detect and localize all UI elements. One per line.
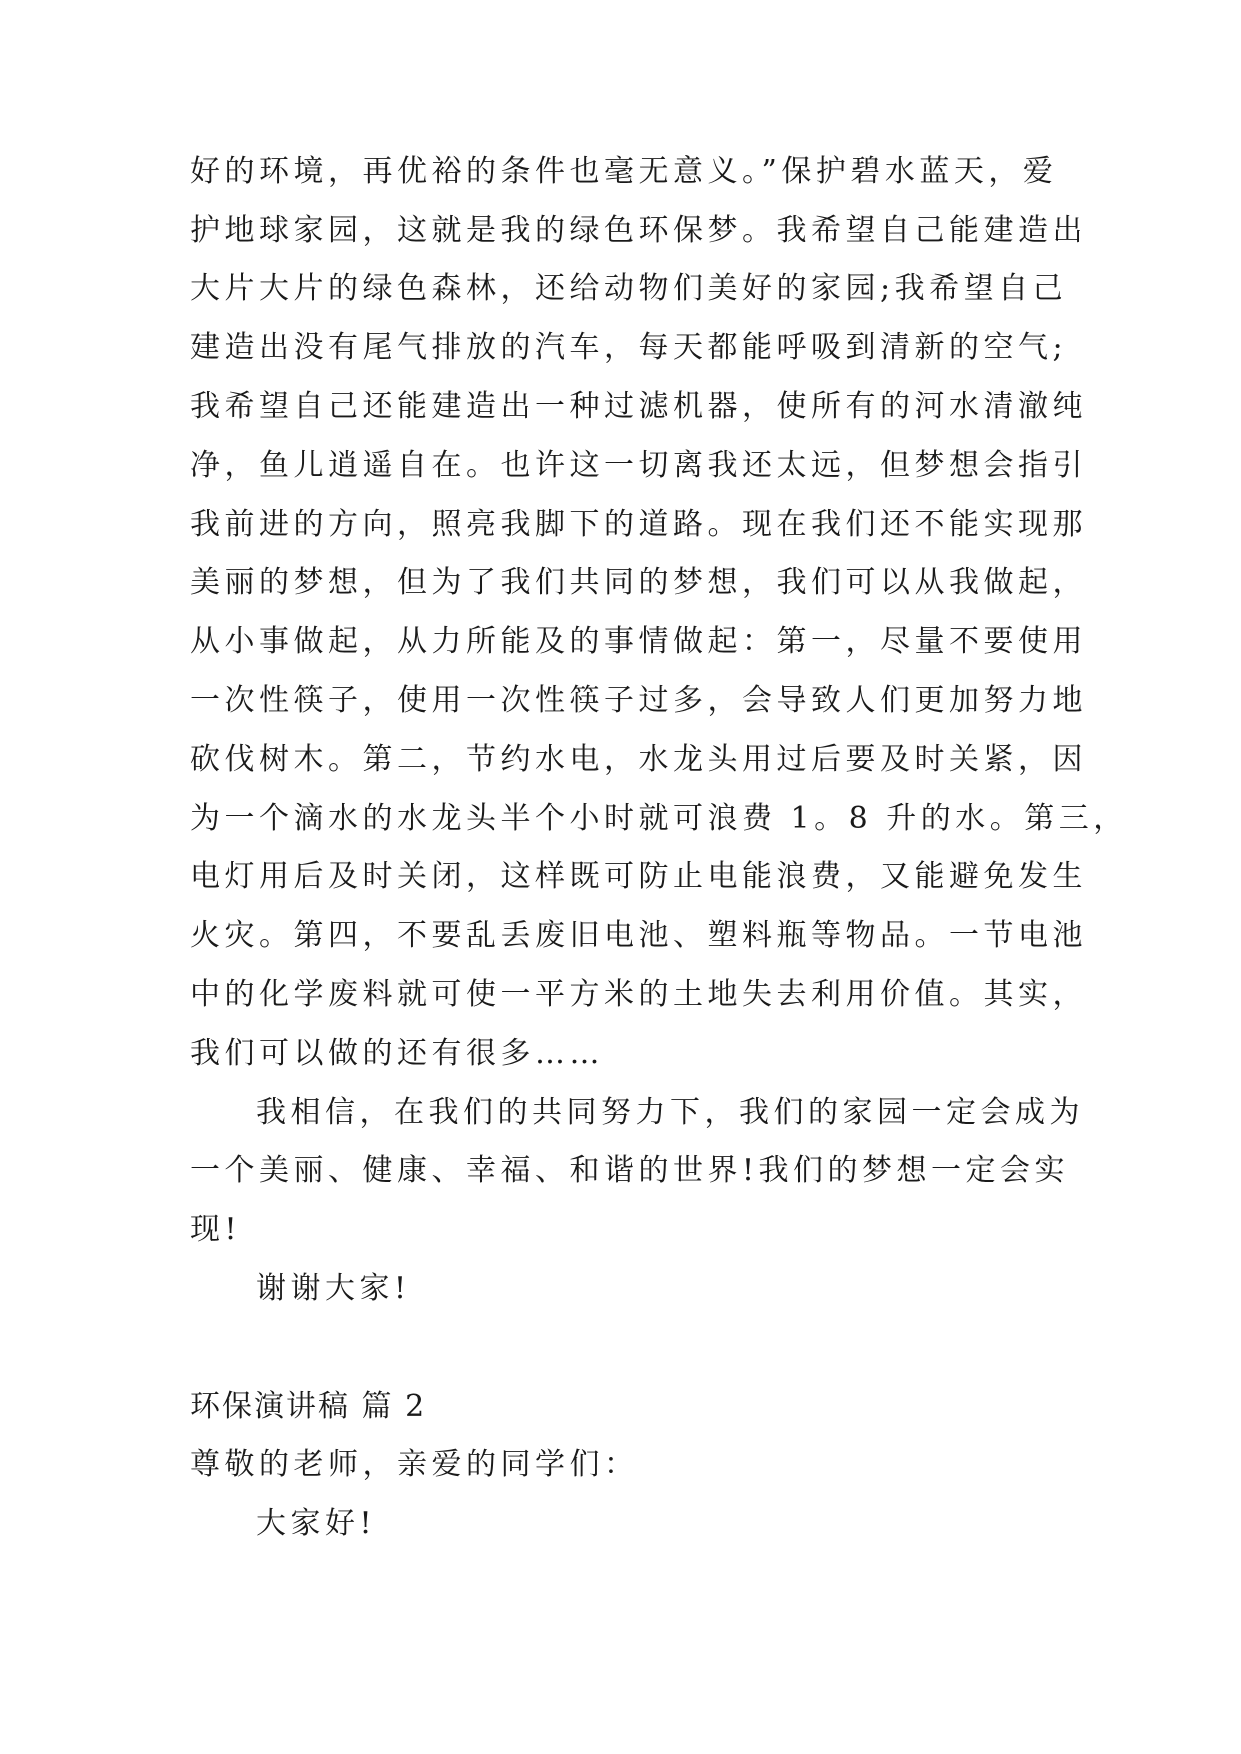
paragraph-line: 净，鱼儿逍遥自在。也许这一切离我还太远，但梦想会指引: [190, 448, 1087, 483]
paragraph-line: 我希望自己还能建造出一种过滤机器，使所有的河水清澈纯: [190, 389, 1087, 424]
section-title: 环保演讲稿 篇 2: [190, 1389, 427, 1424]
paragraph-line: 一个美丽、健康、幸福、和谐的世界!我们的梦想一定会实: [190, 1153, 1070, 1188]
paragraph-line: 大片大片的绿色森林，还给动物们美好的家园;我希望自己: [190, 271, 1068, 306]
paragraph-line: 电灯用后及时关闭，这样既可防止电能浪费，又能避免发生: [190, 859, 1087, 894]
paragraph-line: 砍伐树木。第二，节约水电，水龙头用过后要及时关紧，因: [190, 742, 1087, 777]
paragraph-line: 美丽的梦想，但为了我们共同的梦想，我们可以从我做起，: [190, 565, 1087, 600]
paragraph-line: 中的化学废料就可使一平方米的土地失去利用价值。其实，: [190, 977, 1087, 1012]
salutation: 尊敬的老师，亲爱的同学们：: [190, 1447, 639, 1482]
paragraph-line: 我们可以做的还有很多……: [190, 1036, 604, 1071]
paragraph-line: 建造出没有尾气排放的汽车，每天都能呼吸到清新的空气;: [190, 330, 1068, 365]
paragraph-line: 好的环境，再优裕的条件也毫无意义。”保护碧水蓝天，爱: [190, 154, 1058, 189]
greeting: 大家好!: [256, 1506, 377, 1541]
paragraph-line: 我相信，在我们的共同努力下，我们的家园一定会成为: [256, 1095, 1084, 1130]
paragraph-line: 一次性筷子，使用一次性筷子过多，会导致人们更加努力地: [190, 683, 1087, 718]
paragraph-line: 护地球家园，这就是我的绿色环保梦。我希望自己能建造出: [190, 213, 1087, 248]
paragraph-line: 从小事做起，从力所能及的事情做起：第一，尽量不要使用: [190, 624, 1087, 659]
paragraph-line: 火灾。第四，不要乱丢废旧电池、塑料瓶等物品。一节电池: [190, 918, 1087, 953]
thanks-line: 谢谢大家!: [256, 1271, 411, 1306]
paragraph-line: 我前进的方向，照亮我脚下的道路。现在我们还不能实现那: [190, 507, 1087, 542]
paragraph-line: 为一个滴水的水龙头半个小时就可浪费 1。8 升的水。第三，: [190, 801, 1128, 836]
paragraph-line: 现!: [190, 1212, 242, 1247]
